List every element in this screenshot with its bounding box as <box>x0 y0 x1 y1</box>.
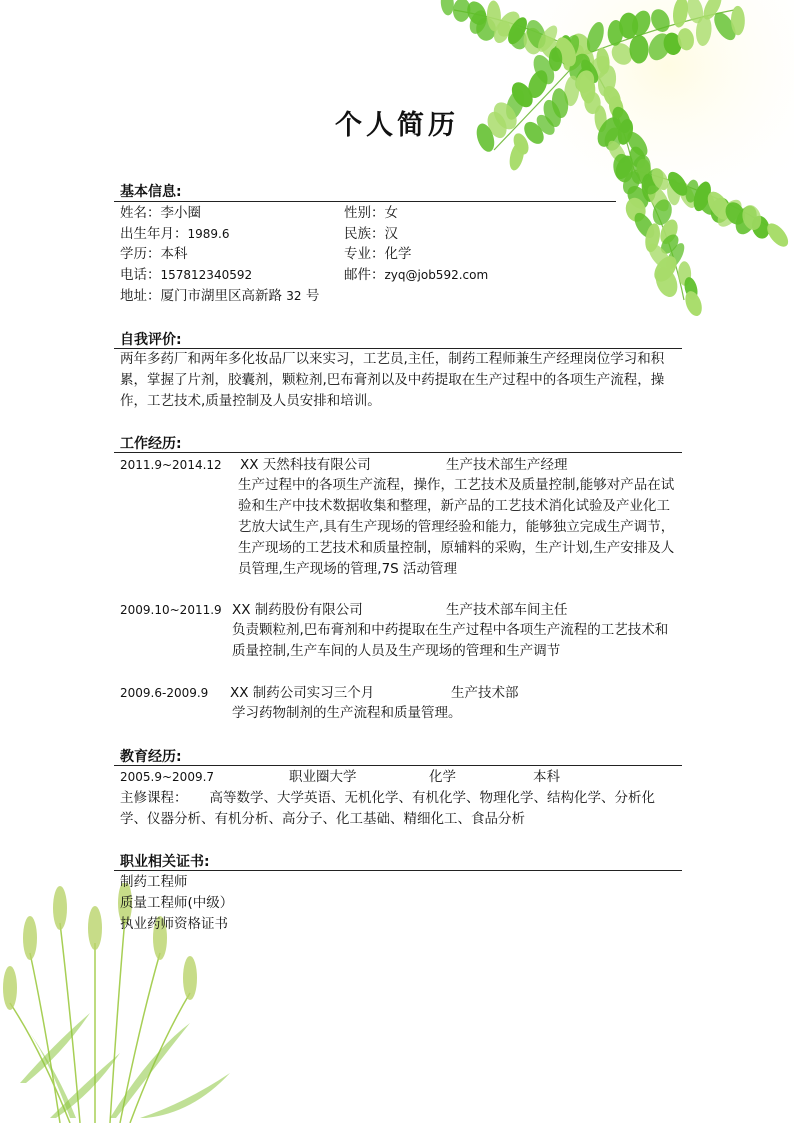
email-field <box>344 265 488 286</box>
courses-label: 主修课程： <box>120 790 188 806</box>
certificate-item: 执业药师资格证书 <box>120 916 228 932</box>
address-field <box>120 286 319 307</box>
certificates-divider <box>114 870 682 871</box>
ethnic-field: 民族：汉 <box>344 226 398 242</box>
page-title: 个人简历 <box>335 110 459 141</box>
job-description: 负责颗粒剂,巴布膏剂和中药提取在生产过程中各项生产流程的工艺技术和质量控制,生产车间的人员及生产现场的管理和生产调节 <box>232 622 669 659</box>
email-label: 邮件： <box>344 267 385 283</box>
job-position: 生产技术部生产经理 <box>446 457 568 473</box>
edu-period: 2005.9~2009.7 <box>120 770 215 784</box>
job-company: XX 制药股份有限公司 <box>232 602 363 618</box>
phone-value: 157812340592 <box>160 268 253 282</box>
education-divider <box>114 765 682 766</box>
edu-major: 化学 <box>429 769 456 785</box>
work-divider <box>114 452 682 453</box>
job-company: XX 天然科技有限公司 <box>240 457 371 473</box>
job-description: 生产过程中的各项生产流程，操作，工艺技术及质量控制,能够对产品在试验和生产中技术数据收集和整理，新产品的工艺技术消化试验及产业化工艺放大试生产,具有生产现场的管理经验和能力，能够独立完成生产调节，生产现场的工艺技术和质量控制，原辅料的采购，生产计划,生产安排及人员管理,生产现场的管理,7S 活动管理 <box>238 477 675 577</box>
education-heading: 教育经历: <box>120 749 182 765</box>
certificate-item: 制药工程师 <box>120 874 188 890</box>
certificate-item: 质量工程师(中级） <box>120 895 234 911</box>
education-field: 学历：本科 <box>120 246 188 262</box>
edu-school: 职业圈大学 <box>289 769 357 785</box>
job-position: 生产技术部车间主任 <box>446 602 568 618</box>
gender-field: 性别：女 <box>344 205 398 221</box>
address-suffix: 号 <box>305 288 320 304</box>
job-period: 2011.9~2014.12 <box>120 458 222 472</box>
basic-info-divider <box>114 201 616 202</box>
job-position: 生产技术部 <box>451 685 519 701</box>
phone-label: 电话： <box>120 267 161 283</box>
birth-field <box>120 224 230 245</box>
birth-value: 1989.6 <box>187 227 230 241</box>
certificates-heading: 职业相关证书: <box>120 854 210 870</box>
address-number: 32 <box>286 289 302 303</box>
name-field: 姓名：李小圈 <box>120 205 201 221</box>
self-eval-heading: 自我评价: <box>120 332 182 348</box>
email-value: zyq@job592.com <box>384 268 489 282</box>
phone-field <box>120 265 252 286</box>
edu-degree: 本科 <box>533 769 560 785</box>
birth-label: 出生年月： <box>120 226 188 242</box>
address-label: 地址：厦门市湖里区高新路 <box>120 288 282 304</box>
job-company: XX 制药公司实习三个月 <box>230 685 375 701</box>
job-period: 2009.10~2011.9 <box>120 603 222 617</box>
basic-info-heading: 基本信息: <box>120 184 182 200</box>
courses-list: 高等数学、大学英语、无机化学、有机化学、物理化学、结构化学、分析化学、仪器分析、有机分析、高分子、化工基础、精细化工、食品分析 <box>120 790 655 827</box>
job-period: 2009.6-2009.9 <box>120 686 209 700</box>
self-eval-text: 两年多药厂和两年多化妆品厂以来实习，工艺员,主任，制药工程师兼生产经理岗位学习和积累，掌握了片剂，胶囊剂，颗粒剂,巴布膏剂以及中药提取在生产过程中的各项生产流程，操作，工艺技术,质量控制及人员安排和培训。 <box>120 351 665 409</box>
work-heading: 工作经历: <box>120 436 182 452</box>
job-description: 学习药物制剂的生产流程和质量管理。 <box>232 705 462 721</box>
major-field: 专业：化学 <box>344 246 412 262</box>
edu-courses <box>120 788 680 830</box>
